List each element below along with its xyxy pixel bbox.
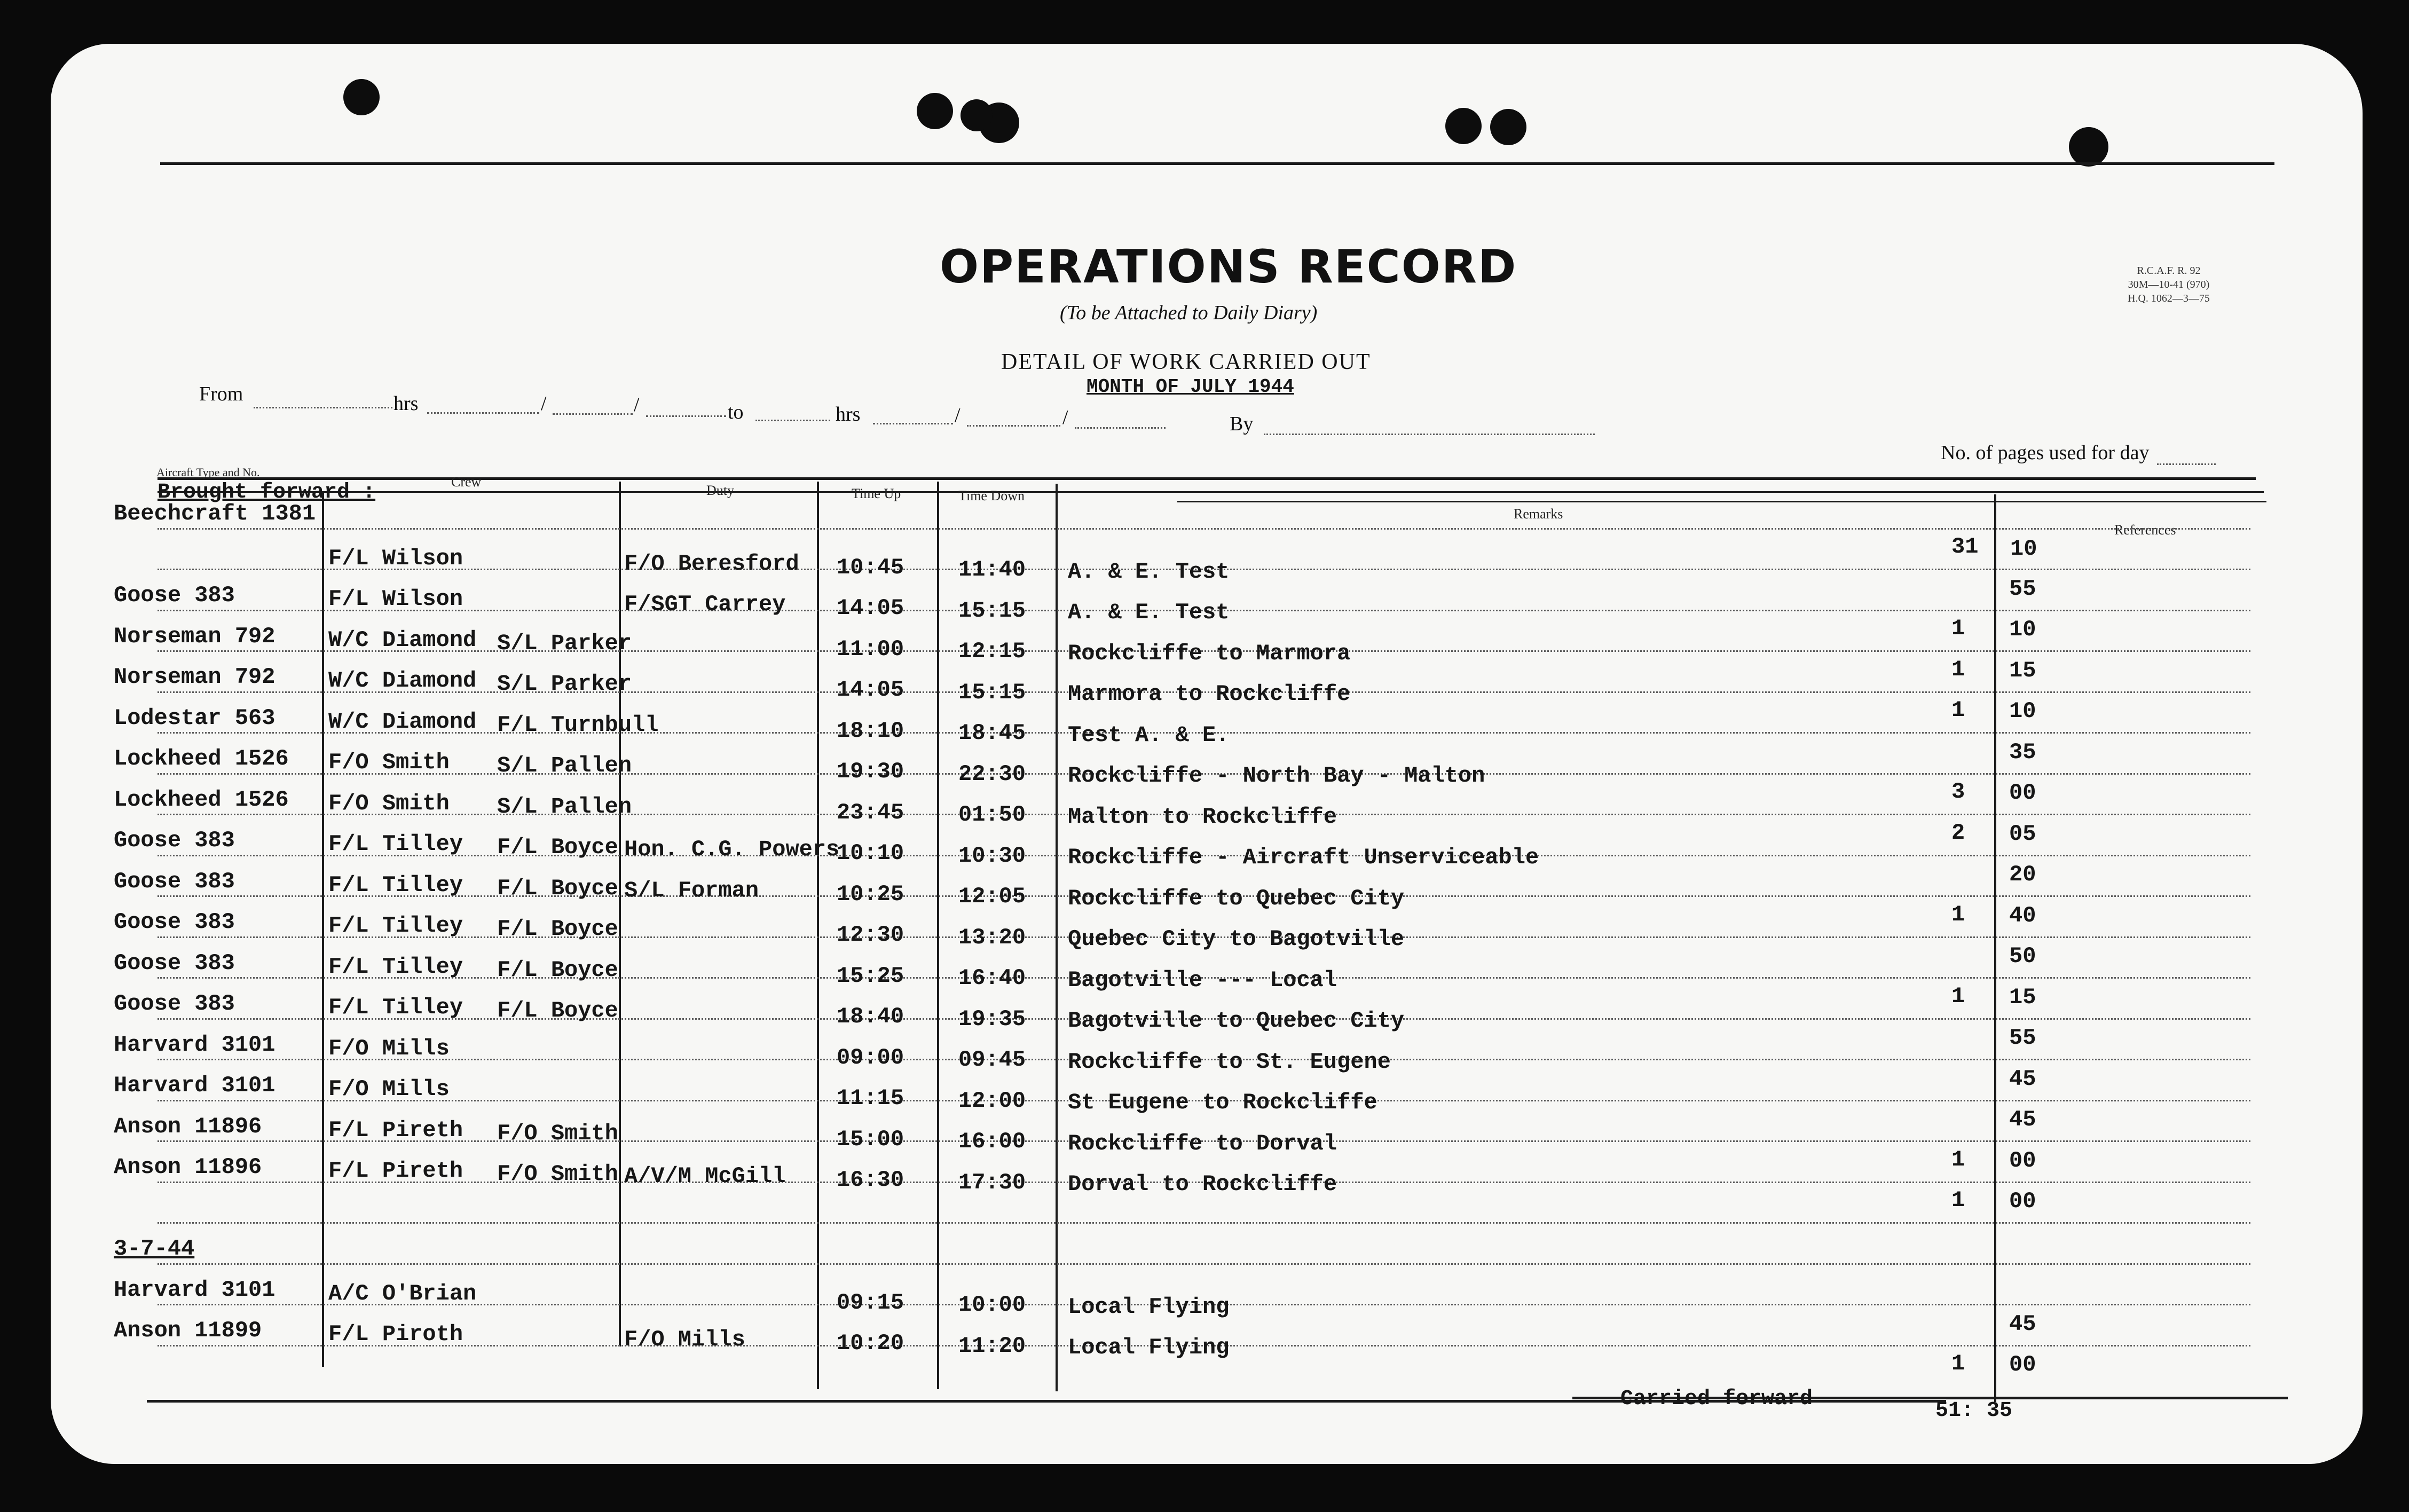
cell-remarks: Rockcliffe to Quebec City xyxy=(1068,885,1405,911)
cell-m: 45 xyxy=(2009,1066,2036,1092)
fill-line xyxy=(427,412,539,414)
cell-remarks: Rockcliffe - Aircraft Unserviceable xyxy=(1068,845,1539,871)
cell-down: 13:20 xyxy=(958,924,1026,950)
col-divider xyxy=(619,482,621,1346)
column-header-time-down: Time Down xyxy=(958,488,1025,503)
column-header-aircraft: Aircraft Type and No. xyxy=(156,466,260,479)
cell-m: 00 xyxy=(2009,1188,2036,1215)
form-code-line: 30M—10-41 (970) xyxy=(2128,279,2210,290)
fill-line xyxy=(967,425,1060,427)
cell-m: 15 xyxy=(2009,984,2036,1010)
cell-up: 14:05 xyxy=(837,677,904,703)
column-header-time-up: Time Up xyxy=(852,486,901,501)
cell-crew2: F/L Boyce xyxy=(497,916,618,942)
punch-hole xyxy=(343,79,380,115)
cell-aircraft: Anson 11899 xyxy=(114,1318,262,1344)
cell-crew2: F/O Smith xyxy=(497,1120,618,1146)
cell-down: 11:20 xyxy=(958,1333,1026,1359)
punch-hole xyxy=(961,99,993,131)
col-divider xyxy=(322,491,324,1367)
cell-remarks: Dorval to Rockcliffe xyxy=(1068,1171,1337,1198)
punch-hole xyxy=(1445,108,1482,144)
cell-crew1: F/L Wilson xyxy=(328,545,463,571)
cell-up: 15:00 xyxy=(837,1126,904,1152)
cell-remarks: Local Flying xyxy=(1068,1294,1230,1320)
cell-aircraft: Lodestar 563 xyxy=(114,705,275,731)
cell-remarks: Marmora to Rockcliffe xyxy=(1068,681,1351,707)
cell-up: 10:25 xyxy=(837,881,904,907)
cell-remarks: A. & E. Test xyxy=(1068,558,1230,585)
cell-m: 00 xyxy=(2009,1352,2036,1378)
cell-remarks: Bagotville --- Local xyxy=(1068,967,1337,993)
cell-crew2: F/L Turnbull xyxy=(497,712,659,738)
cell-up: 10:10 xyxy=(837,840,904,867)
cell-aircraft: Goose 383 xyxy=(114,991,235,1017)
cell-remarks: Rockcliffe to Marmora xyxy=(1068,640,1351,666)
cell-aircraft: Harvard 3101 xyxy=(114,1073,275,1099)
column-header-references: References xyxy=(2114,522,2176,538)
cell-m: 45 xyxy=(2009,1107,2036,1133)
cell-crew2: F/L Boyce xyxy=(497,998,618,1024)
row-guide xyxy=(158,1263,2250,1265)
cell-m: 00 xyxy=(2009,1147,2036,1174)
brought-forward-minutes: 10 xyxy=(2010,536,2037,562)
cell-up: 14:05 xyxy=(837,595,904,621)
cell-crew2: S/L Pallen xyxy=(497,753,632,779)
cell-crew1: W/C Diamond xyxy=(328,668,477,694)
slash: / xyxy=(634,393,640,416)
cell-h: 3 xyxy=(1951,779,1965,805)
cell-down: 15:15 xyxy=(958,597,1026,624)
from-label: From xyxy=(199,383,243,405)
cell-m: 55 xyxy=(2009,576,2036,602)
cell-duty: S/L Forman xyxy=(624,877,759,903)
cell-aircraft: Goose 383 xyxy=(114,582,235,609)
cell-duty: A/V/M McGill xyxy=(624,1163,786,1190)
cell-up: 11:15 xyxy=(837,1085,904,1112)
cell-aircraft: Goose 383 xyxy=(114,828,235,854)
brought-forward-label: Brought forward : xyxy=(158,481,376,505)
cell-crew1: A/C O'Brian xyxy=(328,1280,477,1306)
cell-aircraft: Harvard 3101 xyxy=(114,1031,275,1058)
cell-crew1: F/O Mills xyxy=(328,1076,450,1102)
cell-crew1: W/C Diamond xyxy=(328,708,477,735)
fill-line xyxy=(1075,427,1166,429)
cell-m: 00 xyxy=(2009,780,2036,806)
cell-down: 15:15 xyxy=(958,679,1026,705)
cell-up: 16:30 xyxy=(837,1167,904,1193)
cell-down: 11:40 xyxy=(958,557,1026,583)
cell-aircraft: Lockheed 1526 xyxy=(114,746,289,772)
cell-aircraft: 3-7-44 xyxy=(114,1236,195,1262)
pages-label: No. of pages used for day xyxy=(1941,442,2150,464)
cell-h: 1 xyxy=(1951,1351,1965,1377)
cell-aircraft: Goose 383 xyxy=(114,950,235,976)
fill-line xyxy=(873,423,953,424)
fill-line xyxy=(254,407,392,408)
slash: / xyxy=(955,404,961,427)
cell-h: 1 xyxy=(1951,656,1965,682)
form-code-line: R.C.A.F. R. 92 xyxy=(2137,265,2201,277)
cell-crew2: S/L Pallen xyxy=(497,793,632,820)
cell-remarks: Bagotville to Quebec City xyxy=(1068,1008,1405,1034)
cell-down: 10:30 xyxy=(958,842,1026,869)
cell-duty: F/SGT Carrey xyxy=(624,592,786,618)
cell-aircraft: Goose 383 xyxy=(114,868,235,894)
fill-line xyxy=(646,415,726,417)
slash: / xyxy=(541,392,547,415)
cell-aircraft: Harvard 3101 xyxy=(114,1277,275,1303)
cell-down: 16:00 xyxy=(958,1129,1026,1155)
cell-crew1: F/L Tilley xyxy=(328,913,463,939)
cell-remarks: A. & E. Test xyxy=(1068,600,1230,626)
cell-down: 16:40 xyxy=(958,965,1026,991)
cell-m: 15 xyxy=(2009,657,2036,683)
punch-hole xyxy=(1490,109,1526,145)
col-divider xyxy=(1994,494,1996,1402)
cell-crew2: F/L Boyce xyxy=(497,957,618,983)
row-guide xyxy=(158,528,2250,530)
column-header-remarks: Remarks xyxy=(1514,506,1563,522)
cell-down: 22:30 xyxy=(958,761,1026,787)
cell-crew1: F/L Tilley xyxy=(328,872,463,898)
header-bottom-rule-2 xyxy=(1177,501,2266,502)
cell-up: 19:30 xyxy=(837,759,904,785)
cell-crew2: S/L Parker xyxy=(497,671,632,697)
page-subtitle: (To be Attached to Daily Diary) xyxy=(1060,302,1318,324)
cell-crew1: F/L Tilley xyxy=(328,995,463,1021)
cell-up: 18:10 xyxy=(837,718,904,744)
cell-down: 17:30 xyxy=(958,1169,1026,1195)
cell-down: 12:05 xyxy=(958,884,1026,910)
cell-m: 55 xyxy=(2009,1025,2036,1051)
cell-m: 20 xyxy=(2009,862,2036,888)
cell-h: 2 xyxy=(1951,820,1965,846)
carried-forward-label: Carried forward xyxy=(1620,1387,1813,1411)
header-bottom-rule xyxy=(158,491,2264,493)
cell-up: 23:45 xyxy=(837,799,904,825)
cell-down: 19:35 xyxy=(958,1006,1026,1032)
cell-m: 50 xyxy=(2009,943,2036,970)
cell-crew1: F/L Tilley xyxy=(328,831,463,857)
month-label: MONTH OF JULY 1944 xyxy=(1087,376,1294,398)
brought-forward-hours: 31 xyxy=(1951,534,1979,560)
cell-h: 1 xyxy=(1951,1187,1965,1214)
hrs-label-2: hrs xyxy=(836,403,861,426)
cell-duty: F/O Beresford xyxy=(624,550,799,577)
carried-forward-value: 51: 35 xyxy=(1935,1399,2013,1423)
cell-aircraft: Anson 11896 xyxy=(114,1154,262,1180)
operations-record-card xyxy=(51,44,2363,1464)
cell-remarks: Rockcliffe to St. Eugene xyxy=(1068,1049,1391,1075)
fill-line xyxy=(2157,463,2216,465)
column-header-crew: Crew xyxy=(451,474,482,490)
cell-crew2: F/O Smith xyxy=(497,1161,618,1187)
cell-remarks: St Eugene to Rockcliffe xyxy=(1068,1090,1377,1116)
form-code-line: H.Q. 1062—3—75 xyxy=(2128,293,2210,304)
cell-crew2: S/L Parker xyxy=(497,630,632,656)
cell-m: 45 xyxy=(2009,1311,2036,1337)
cell-h: 1 xyxy=(1951,1146,1965,1172)
fill-line xyxy=(755,420,830,421)
cell-h: 1 xyxy=(1951,697,1965,723)
cell-aircraft: Goose 383 xyxy=(114,909,235,935)
cell-duty: Hon. C.G. Powers xyxy=(624,837,840,863)
cell-remarks: Rockcliffe - North Bay - Malton xyxy=(1068,763,1485,789)
cell-up: 11:00 xyxy=(837,636,904,662)
cell-aircraft: Beechcraft 1381 xyxy=(114,501,316,527)
cell-m: 35 xyxy=(2009,739,2036,765)
cell-crew1: F/O Smith xyxy=(328,750,450,776)
cell-crew1: F/L Wilson xyxy=(328,586,463,612)
cell-down: 01:50 xyxy=(958,802,1026,828)
cell-h: 1 xyxy=(1951,983,1965,1009)
cell-h: 1 xyxy=(1951,901,1965,927)
cell-crew1: W/C Diamond xyxy=(328,627,477,653)
cell-up: 10:20 xyxy=(837,1330,904,1357)
cell-down: 09:45 xyxy=(958,1047,1026,1073)
slash: / xyxy=(1062,406,1068,429)
cell-crew2: F/L Boyce xyxy=(497,875,618,901)
cell-crew1: F/L Tilley xyxy=(328,954,463,980)
cell-crew1: F/L Pireth xyxy=(328,1158,463,1184)
cell-h: 1 xyxy=(1951,616,1965,642)
cell-aircraft: Anson 11896 xyxy=(114,1113,262,1139)
col-divider xyxy=(937,482,939,1389)
cell-up: 10:45 xyxy=(837,554,904,580)
top-rule xyxy=(160,162,2274,165)
cell-remarks: Test A. & E. xyxy=(1068,722,1230,748)
cell-crew1: F/O Smith xyxy=(328,790,450,816)
cell-remarks: Rockcliffe to Dorval xyxy=(1068,1130,1337,1156)
cell-m: 40 xyxy=(2009,902,2036,928)
cell-up: 15:25 xyxy=(837,963,904,989)
cell-remarks: Malton to Rockcliffe xyxy=(1068,804,1337,830)
cell-down: 18:45 xyxy=(958,720,1026,746)
cell-m: 10 xyxy=(2009,698,2036,724)
cell-down: 12:00 xyxy=(958,1088,1026,1114)
cell-crew1: F/O Mills xyxy=(328,1035,450,1061)
cell-aircraft: Norseman 792 xyxy=(114,664,275,690)
cell-duty: F/O Mills xyxy=(624,1327,745,1353)
row-guide xyxy=(158,1222,2250,1224)
cell-up: 09:00 xyxy=(837,1044,904,1070)
page-title: OPERATIONS RECORD xyxy=(940,240,1517,294)
col-divider xyxy=(817,482,819,1389)
cell-up: 18:40 xyxy=(837,1004,904,1030)
column-header-duty: Duty xyxy=(706,483,734,498)
form-code xyxy=(2128,264,2210,305)
cell-up: 09:15 xyxy=(837,1289,904,1316)
by-label: By xyxy=(1230,413,1254,435)
punch-hole xyxy=(917,93,953,129)
cell-remarks: Quebec City to Bagotville xyxy=(1068,926,1405,952)
cell-crew2: F/L Boyce xyxy=(497,834,618,861)
fill-line xyxy=(553,413,633,415)
cell-down: 10:00 xyxy=(958,1292,1026,1318)
cell-crew1: F/L Piroth xyxy=(328,1321,463,1348)
cell-aircraft: Lockheed 1526 xyxy=(114,786,289,813)
punch-hole xyxy=(2069,127,2108,167)
cell-m: 10 xyxy=(2009,617,2036,643)
cell-m: 05 xyxy=(2009,821,2036,847)
detail-heading: DETAIL OF WORK CARRIED OUT xyxy=(1001,350,1371,374)
cell-down: 12:15 xyxy=(958,639,1026,665)
cell-crew1: F/L Pireth xyxy=(328,1117,463,1143)
hrs-label: hrs xyxy=(393,392,419,415)
to-label: to xyxy=(728,401,744,423)
cell-remarks: Local Flying xyxy=(1068,1335,1230,1361)
cell-up: 12:30 xyxy=(837,922,904,948)
fill-line xyxy=(1264,434,1595,435)
cell-aircraft: Norseman 792 xyxy=(114,623,275,649)
